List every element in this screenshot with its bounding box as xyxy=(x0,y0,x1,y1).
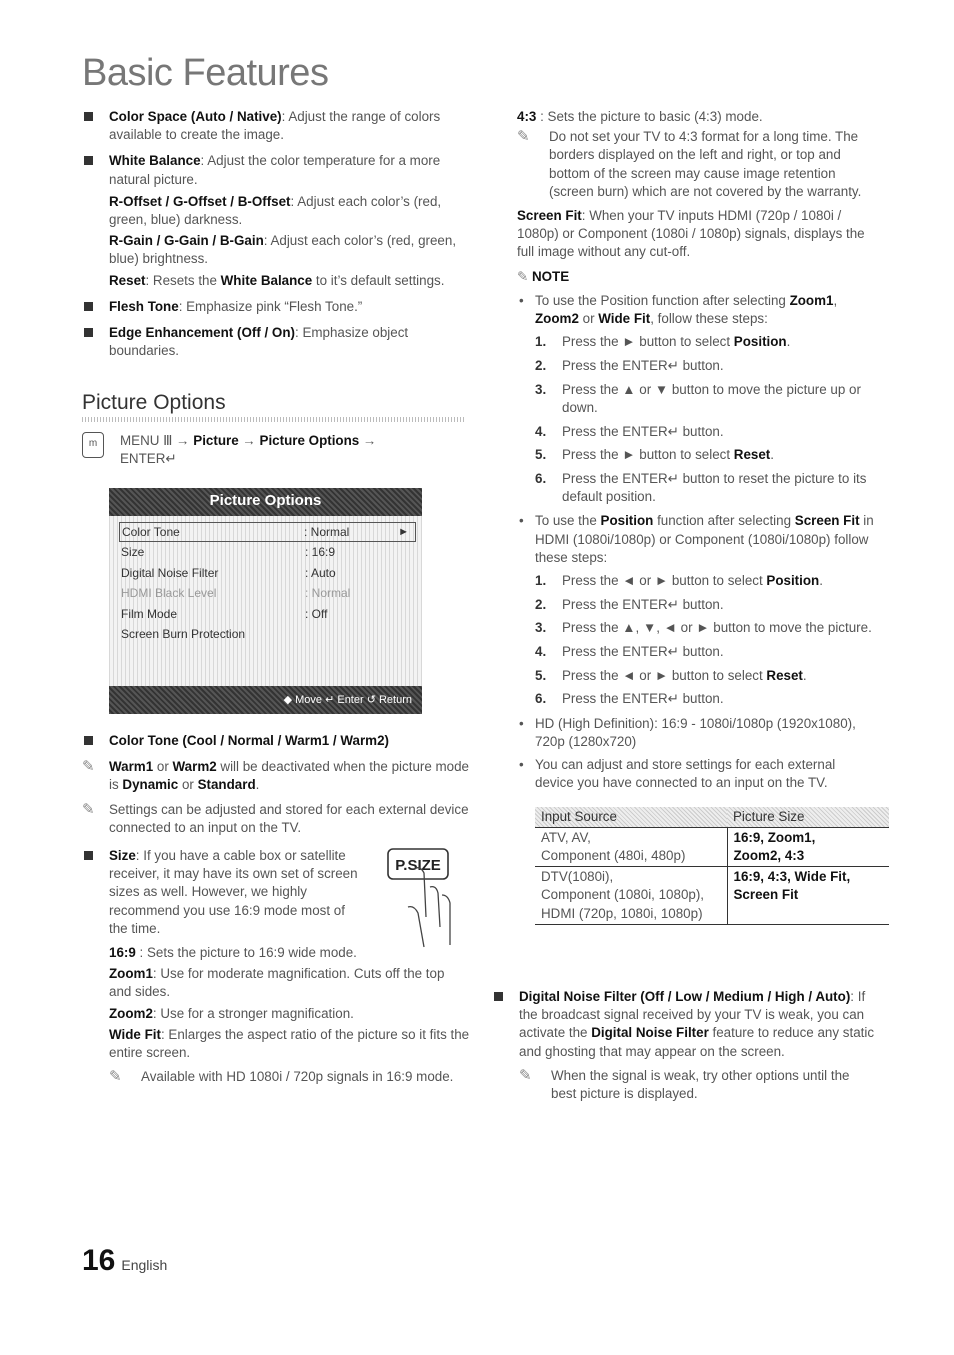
step: 4. Press the ENTER↵ button. xyxy=(535,644,724,660)
item-text: : If you have a cable box or satellite receiver, it may have its own set of screen sizes as well. However, we highly recommend you use 16:9 mode most of the time. xyxy=(109,848,358,936)
item: 4:3 : Sets the picture to basic (4:3) mode. xyxy=(517,109,763,124)
item-label: White Balance xyxy=(109,153,201,169)
arrow-icon: → xyxy=(176,432,190,448)
list-item: Digital Noise Filter (Off / Low / Medium / High / Auto): If the broadcast signal received by your TV is weak, you can activate the Digital Noise Filter feature to reduce any static and ghosting that may appear on the screen. ✎ When the signal is weak, try other options until the best picture is displayed. xyxy=(492,988,877,1103)
steps-list xyxy=(535,333,877,506)
sub-item: Wide Fit: Enlarges the aspect ratio of the picture so it fits the entire screen. xyxy=(109,1026,470,1061)
osd-row: Color Tone : Normal ► xyxy=(119,522,416,542)
step: 5. Press the ◄ or ► button to select Reset. xyxy=(535,667,807,683)
osd-screenshot xyxy=(109,488,422,714)
table-header: Picture Size xyxy=(727,807,889,828)
note-pencil-icon: ✎ xyxy=(517,128,530,146)
sub-item xyxy=(109,232,470,268)
note: ✎ Available with HD 1080i / 720p signals in 16:9 mode. xyxy=(109,1068,454,1086)
square-bullet-icon xyxy=(84,328,93,337)
enter-word: ENTER xyxy=(120,450,166,466)
step: 6. Press the ENTER↵ button. xyxy=(535,691,724,707)
sub-text: to it’s default settings. xyxy=(312,272,445,288)
sub-item: 16:9 : Sets the picture to 16:9 wide mode. xyxy=(109,945,357,961)
table-header: Input Source xyxy=(535,807,727,828)
osd-footer: ◆ Move ↵ Enter ↺ Return xyxy=(109,686,422,714)
picture-size-table xyxy=(535,807,889,925)
sub-text: : Adjust each color’s (red, green, blue) darkness. xyxy=(109,193,442,228)
menu-hand-icon: m xyxy=(82,432,104,458)
arrow-icon: → xyxy=(362,432,377,448)
dnf-block xyxy=(492,988,877,1111)
osd-row: Screen Burn Protection xyxy=(121,627,246,642)
step: 2. Press the ENTER↵ button. xyxy=(535,357,724,373)
steps-list xyxy=(535,572,877,709)
remote-psize-hand-icon xyxy=(384,847,456,957)
item-text: : Emphasize pink “Flesh Tone.” xyxy=(178,298,363,314)
note-pencil-icon: ✎ xyxy=(109,1068,122,1086)
menu-word: MENU xyxy=(120,432,160,448)
list-item xyxy=(82,847,470,1086)
square-bullet-icon xyxy=(494,992,503,1001)
osd-row: Digital Noise Filter : Auto xyxy=(121,565,336,580)
page-number: 16 xyxy=(82,1244,116,1277)
menu-path xyxy=(82,432,470,468)
right-column xyxy=(517,108,877,945)
page-footer xyxy=(82,1244,167,1278)
step: 1. Press the ► button to select Position. xyxy=(535,334,791,350)
step: 1. Press the ◄ or ► button to select Position. xyxy=(535,572,823,588)
note-pencil-icon: ✎ xyxy=(519,1066,532,1084)
list-item xyxy=(82,108,470,144)
square-bullet-icon xyxy=(84,302,93,311)
footer-language: English xyxy=(121,1257,168,1273)
list-item: • To use the Position function after selecting Screen Fit in HDMI (1080i/1080p) or Component (1080i/1080p) follow these steps: xyxy=(519,513,874,565)
sub-label: R-Offset / G-Offset / B-Offset xyxy=(109,193,291,209)
item-text: : Adjust the color temperature for a more natural picture. xyxy=(109,153,441,187)
sub-label: Reset xyxy=(109,272,146,288)
arrow-icon: → xyxy=(242,432,256,448)
page-title: Basic Features xyxy=(82,52,329,94)
table-cell: 16:9, Zoom1, Zoom2, 4:3 xyxy=(727,827,889,866)
enter-icon: ↵ xyxy=(165,450,177,466)
table-row xyxy=(535,827,889,866)
sub-item xyxy=(109,272,470,290)
osd-title: Picture Options xyxy=(109,488,422,516)
item-text: : Adjust the range of colors available to create the image. xyxy=(109,109,441,143)
item-label: Color Space (Auto / Native) xyxy=(109,109,282,124)
item-label: Flesh Tone xyxy=(109,298,179,314)
note: ✎ When the signal is weak, try other options until the best picture is displayed. xyxy=(519,1066,850,1102)
item-label: Size xyxy=(109,848,136,864)
note-pencil-icon: ✎ xyxy=(82,800,95,818)
sub-text: : Adjust each color’s (red, green, blue) brightness. xyxy=(109,233,457,267)
menu-grid-icon: Ⅲ xyxy=(163,432,173,448)
sub-label: R-Gain / G-Gain / B-Gain xyxy=(109,233,264,249)
sub-label: White Balance xyxy=(220,272,313,288)
sub-item: Zoom2: Use for a stronger magnification. xyxy=(109,1005,354,1021)
list-item xyxy=(82,324,470,360)
list-item xyxy=(82,298,470,316)
sub-text: : Resets the xyxy=(145,272,221,288)
list-item: • To use the Position function after selecting Zoom1, Zoom2 or Wide Fit, follow these steps: xyxy=(519,292,838,327)
note-pencil-icon: ✎ xyxy=(517,268,532,284)
step: 4. Press the ENTER↵ button. xyxy=(535,423,724,439)
table-row xyxy=(535,867,889,925)
sub-item: Zoom1: Use for moderate magnification. Cuts off the top and sides. xyxy=(109,966,445,1000)
square-bullet-icon xyxy=(84,736,93,745)
list-item xyxy=(82,732,470,750)
sub-item xyxy=(109,193,470,229)
step: 5. Press the ► button to select Reset. xyxy=(535,447,775,463)
list-item: • You can adjust and store settings for each external device you have connected to an input on the TV. xyxy=(519,757,836,791)
note-pencil-icon: ✎ xyxy=(82,758,95,776)
square-bullet-icon xyxy=(84,156,93,165)
table-cell: 16:9, 4:3, Wide Fit, Screen Fit xyxy=(727,867,889,925)
item-text: : Emphasize object boundaries. xyxy=(109,325,409,359)
item: Screen Fit: When your TV inputs HDMI (720p / 1080i / 1080p) or Component (1080i / 1080p) signals, displays the full image without any cut-off. xyxy=(517,208,865,260)
note: ✎ Warm1 or Warm2 will be deactivated when the picture mode is Dynamic or Standard. xyxy=(82,758,470,793)
list-item xyxy=(82,152,470,289)
note: ✎ Do not set your TV to 4:3 format for a long time. The borders displayed on the left and right, or top and bottom of the screen may cause image retention (screen burn) which are not covered by the warranty. xyxy=(517,128,862,199)
item-label: Edge Enhancement (Off / On) xyxy=(109,325,295,341)
path-picture: Picture xyxy=(193,432,239,448)
item-label: Color Tone (Cool / Normal / Warm1 / Warm2) xyxy=(109,733,389,749)
step: 6. Press the ENTER↵ button to reset the picture to its default position. xyxy=(535,470,867,505)
table-cell: ATV, AV, Component (480i, 480p) xyxy=(535,827,727,866)
section-heading: Picture Options xyxy=(82,391,226,415)
step: 2. Press the ENTER↵ button. xyxy=(535,596,724,612)
note-heading: ✎ NOTE xyxy=(517,268,570,284)
square-bullet-icon xyxy=(84,112,93,121)
left-column xyxy=(82,108,470,1095)
square-bullet-icon xyxy=(84,851,93,860)
heading-rule xyxy=(82,417,466,422)
psize-label: P.SIZE xyxy=(395,857,441,875)
osd-row: Size : 16:9 xyxy=(121,545,336,560)
note: ✎ Settings can be adjusted and stored for each external device connected to an input on the TV. xyxy=(82,800,469,835)
list-item: • HD (High Definition): 16:9 - 1080i/1080p (1920x1080), 720p (1280x720) xyxy=(519,715,856,749)
step: 3. Press the ▲ or ▼ button to move the picture up or down. xyxy=(535,381,861,415)
osd-row: HDMI Black Level : Normal xyxy=(121,586,351,601)
right-arrow-icon: ► xyxy=(398,526,409,539)
osd-row: Film Mode : Off xyxy=(121,606,328,621)
step: 3. Press the ▲, ▼, ◄ or ► button to move the picture. xyxy=(535,620,872,636)
table-cell: DTV(1080i), Component (1080i, 1080p), HDMI (720p, 1080i, 1080p) xyxy=(535,867,727,925)
path-options: Picture Options xyxy=(259,432,360,448)
